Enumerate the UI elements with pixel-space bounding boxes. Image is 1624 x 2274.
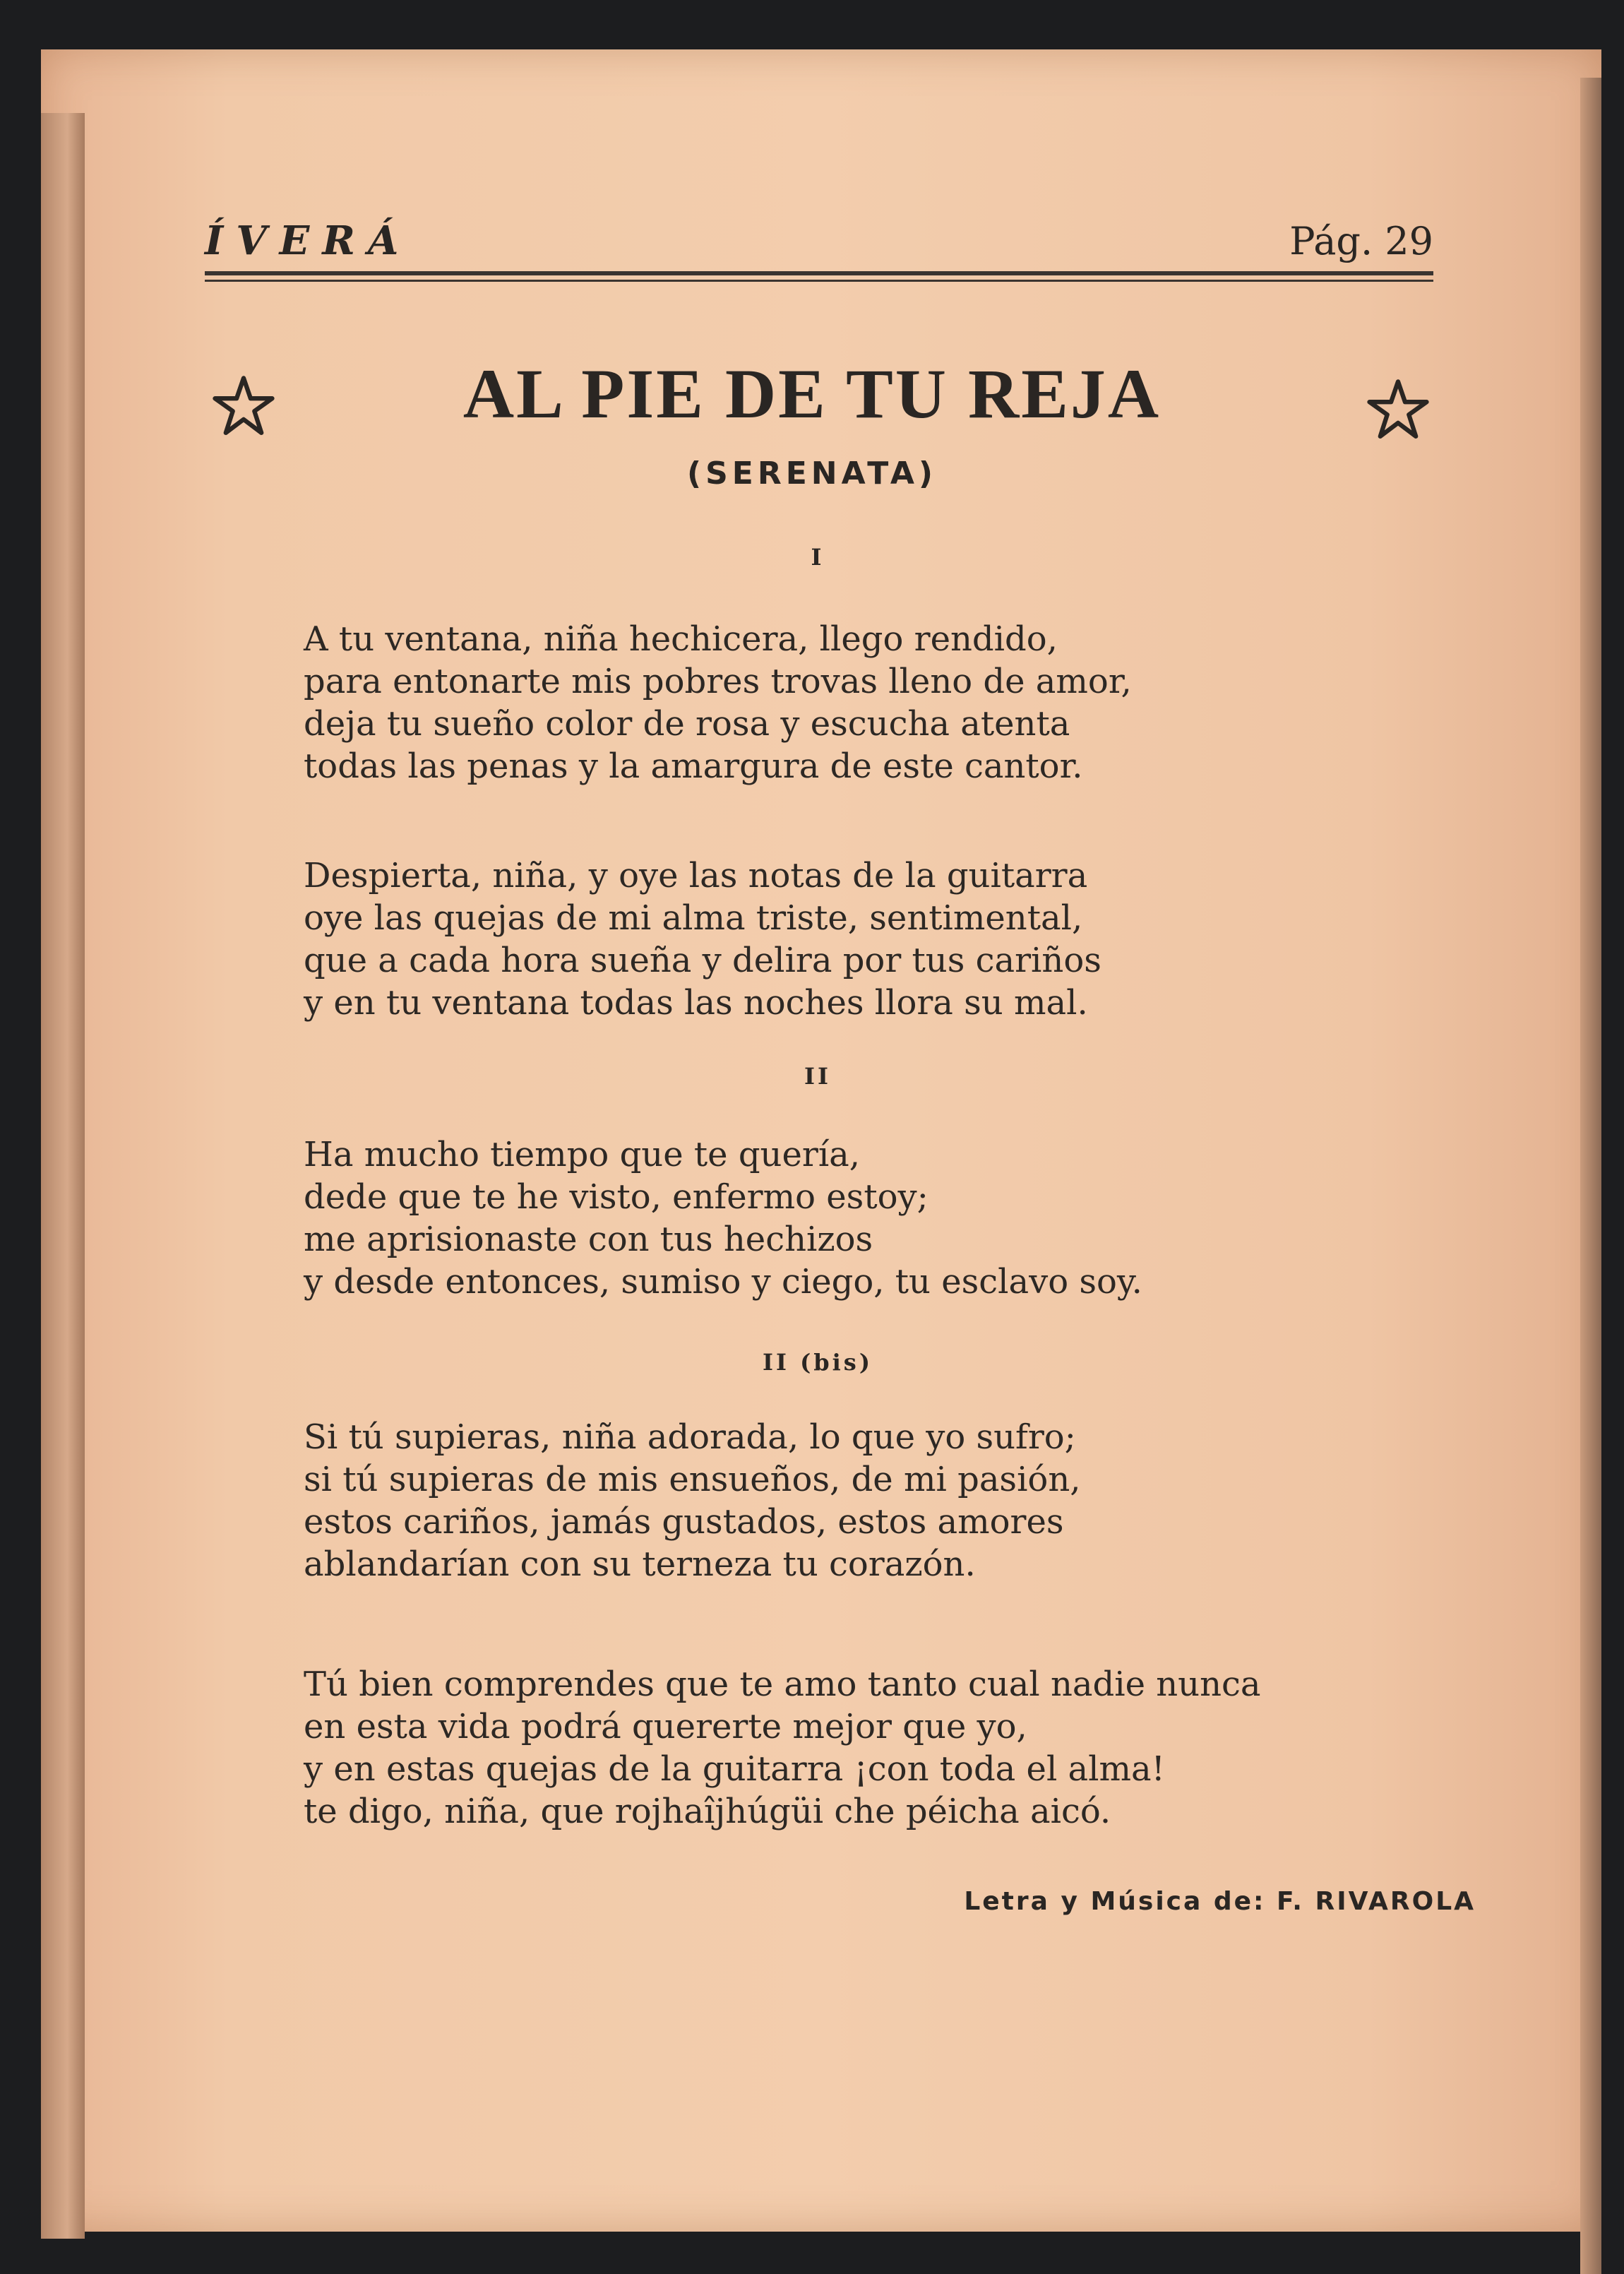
verse-line: Tú bien comprendes que te amo tanto cual nadie nunca [304, 1665, 1261, 1704]
page-edge [1580, 78, 1601, 2274]
header-rule-thin [205, 280, 1433, 282]
verse-line: Ha mucho tiempo que te quería, [304, 1135, 861, 1174]
verse-line: y en estas quejas de la guitarra ¡con toda el alma! [304, 1749, 1165, 1789]
section-label: I [811, 544, 825, 571]
header-rule [205, 271, 1433, 275]
stanza [304, 1416, 1405, 1585]
verse-line: todas las penas y la amargura de este cantor. [304, 746, 1083, 786]
verse-line: Despierta, niña, y oye las notas de la guitarra [304, 856, 1088, 895]
song-title: AL PIE DE TU REJA [462, 355, 1162, 433]
running-header [205, 212, 1433, 275]
verse-line: ablandarían con su terneza tu corazón. [304, 1544, 976, 1584]
verse-line: estos cariños, jamás gustados, estos amores [304, 1502, 1064, 1542]
stanza [304, 855, 1405, 1024]
verse-line: en esta vida podrá quererte mejor que yo, [304, 1707, 1027, 1746]
section-label: II (bis) [763, 1349, 873, 1376]
author-credit: Letra y Música de: F. RIVAROLA [964, 1887, 1476, 1916]
song-subtitle: (SERENATA) [686, 456, 937, 492]
verse-line: y desde entonces, sumiso y ciego, tu esclavo soy. [304, 1262, 1142, 1302]
stanza [304, 1133, 1405, 1303]
verse-line: y en tu ventana todas las noches llora su mal. [304, 983, 1088, 1023]
verse-line: si tú supieras de mis ensueños, de mi pasión, [304, 1460, 1081, 1499]
verse-line: oye las quejas de mi alma triste, sentimental, [304, 898, 1083, 938]
verse-line: para entonarte mis pobres trovas lleno de amor, [304, 662, 1132, 701]
verse-line: Si tú supieras, niña adorada, lo que yo sufro; [304, 1417, 1076, 1457]
verse-line: A tu ventana, niña hechicera, llego rendido, [304, 619, 1058, 659]
verse-line: te digo, niña, que rojhaîjhúgüi che péicha aicó. [304, 1792, 1111, 1831]
page-binding [41, 113, 85, 2239]
magazine-name: ÍVERÁ [205, 218, 412, 264]
verse-line: deja tu sueño color de rosa y escucha atenta [304, 704, 1070, 744]
verse-line: que a cada hora sueña y delira por tus cariños [304, 941, 1101, 980]
page-number: Pág. 29 [1289, 219, 1433, 263]
star-right-icon [1366, 378, 1430, 441]
stanza [304, 1663, 1405, 1833]
verse-line: dede que te he visto, enfermo estoy; [304, 1177, 929, 1217]
star-left-icon [212, 374, 275, 438]
stanza [304, 618, 1405, 787]
section-label: II [804, 1063, 831, 1090]
verse-line: me aprisionaste con tus hechizos [304, 1220, 873, 1259]
